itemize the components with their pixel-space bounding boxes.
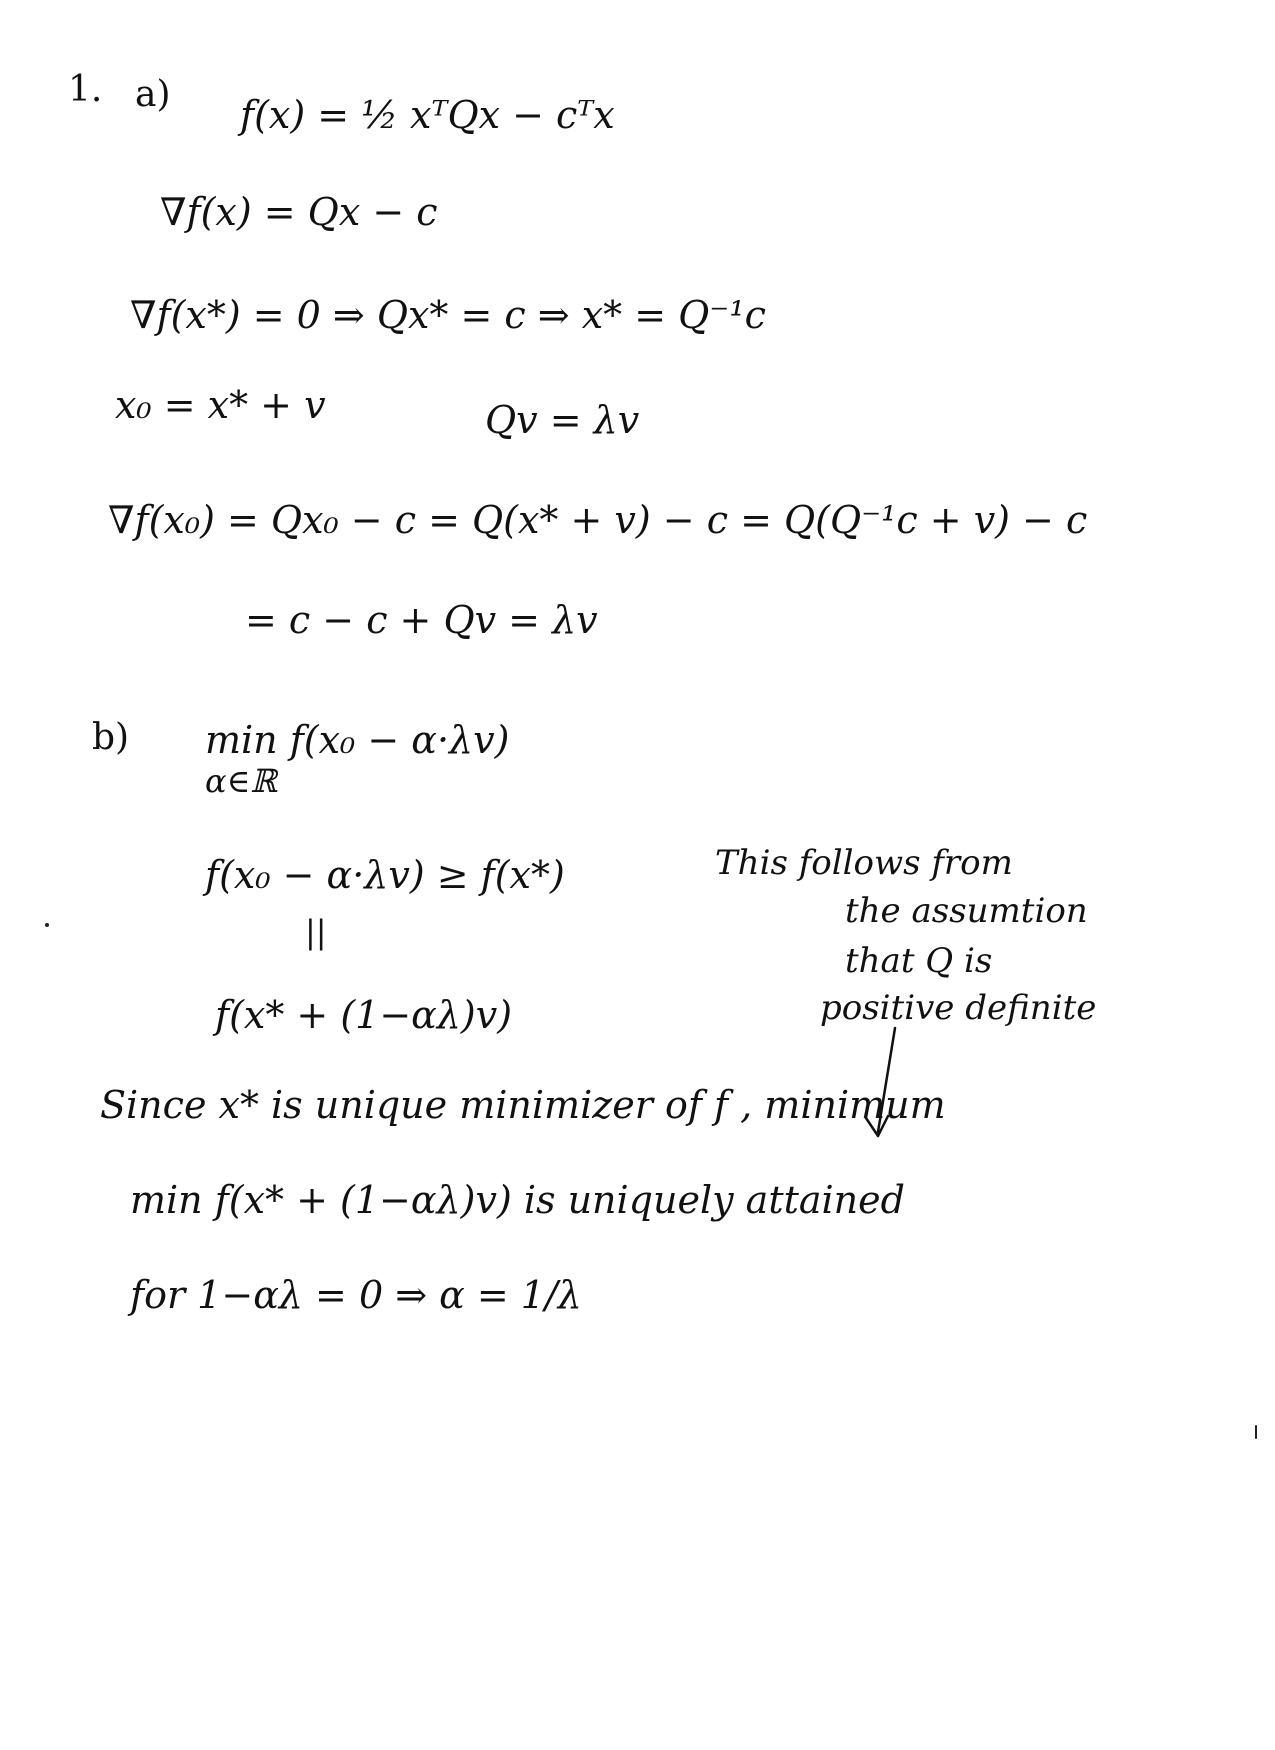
rewritten-expression: f(x* + (1−αλ)v) <box>215 993 513 1037</box>
gradient-formula: ∇f(x) = Qx − c <box>160 190 438 234</box>
final-step-size: for 1−αλ = 0 ⇒ α = 1/λ <box>130 1273 582 1317</box>
ink-speck <box>45 923 49 927</box>
eigenvector-relation: Qv = λv <box>485 398 640 442</box>
gradient-at-start: ∇f(x₀) = Qx₀ − c = Q(x* + v) − c = Q(Q⁻¹c + v) − c <box>108 498 1088 542</box>
stationarity-condition: ∇f(x*) = 0 ⇒ Qx* = c ⇒ x* = Q⁻¹c <box>130 293 766 337</box>
part-a-label: a) <box>135 74 171 115</box>
line-search-minimization: min f(x₀ − α·λv) <box>205 718 510 762</box>
side-note-line-1: This follows from <box>715 843 1013 883</box>
lower-bound-inequality: f(x₀ − α·λv) ≥ f(x*) <box>205 853 565 897</box>
objective-function: f(x) = ½ xᵀQx − cᵀx <box>240 93 615 137</box>
part-b-label: b) <box>92 717 130 758</box>
side-note-line-2: the assumtion <box>845 891 1088 931</box>
side-note-line-3: that Q is <box>845 941 993 981</box>
ink-speck <box>1255 1425 1257 1439</box>
attainment-statement: min f(x* + (1−αλ)v) is uniquely attained <box>130 1178 905 1222</box>
minimization-domain: α∈ℝ <box>205 762 277 800</box>
uniqueness-statement: Since x* is unique minimizer of f , minimum <box>100 1083 946 1127</box>
start-point-definition: x₀ = x* + v <box>115 383 326 427</box>
equals-sign-vertical: || <box>305 913 327 951</box>
side-note-line-4: positive definite <box>820 988 1097 1028</box>
gradient-result: = c − c + Qv = λv <box>245 598 598 642</box>
problem-number: 1. <box>68 69 103 110</box>
